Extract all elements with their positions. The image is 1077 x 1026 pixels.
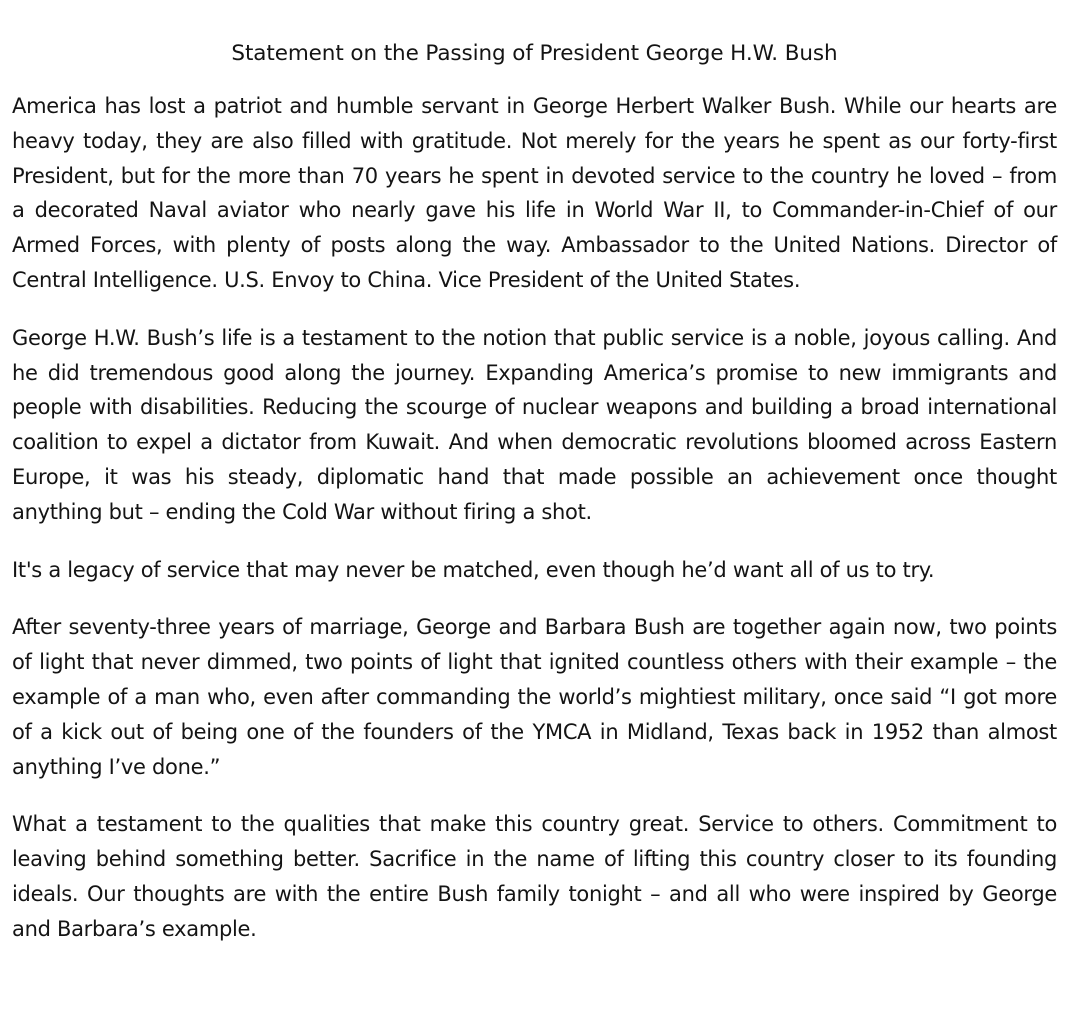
statement-document [12,38,1057,970]
paragraph-1: America has lost a patriot and humble servant in George Herbert Walker Bush. While our hearts are heavy today, they are also filled with gratitude. Not merely for the years he spent as our forty-first President, but for the more than 70 years he spent in devoted service to the country he loved – from a decorated Naval aviator who nearly gave his life in World War II, to Commander-in-Chief of our Armed Forces, with plenty of posts along the way. Ambassador to the United Nations. Director of Central Intelligence. U.S. Envoy to China. Vice President of the United States. [12,94,1057,292]
paragraph-3: It's a legacy of service that may never be matched, even though he’d want all of us to try. [12,557,935,582]
paragraph-5: What a testament to the qualities that make this country great. Service to others. Commitment to leaving behind something better. Sacrifice in the name of lifting this country closer to its founding ideals. Our thoughts are with the entire Bush family tonight – and all who were inspired by George and Barbara’s example. [12,812,1057,941]
paragraph-2: George H.W. Bush’s life is a testament to the notion that public service is a noble, joyous calling. And he did tremendous good along the journey. Expanding America’s promise to new immigrants and people with disabilities. Reducing the scourge of nuclear weapons and building a broad international coalition to expel a dictator from Kuwait. And when democratic revolutions bloomed across Eastern Europe, it was his steady, diplomatic hand that made possible an achievement once thought anything but – ending the Cold War without firing a shot. [12,325,1057,524]
statement-title: Statement on the Passing of President George H.W. Bush [231,41,838,66]
paragraph-4: After seventy-three years of marriage, George and Barbara Bush are together again now, two points of light that never dimmed, two points of light that ignited countless others with their example – the example of a man who, even after commanding the world’s mightiest military, once said “I got more of a kick out of being one of the founders of the YMCA in Midland, Texas back in 1952 than almost anything I’ve done.” [12,615,1057,779]
